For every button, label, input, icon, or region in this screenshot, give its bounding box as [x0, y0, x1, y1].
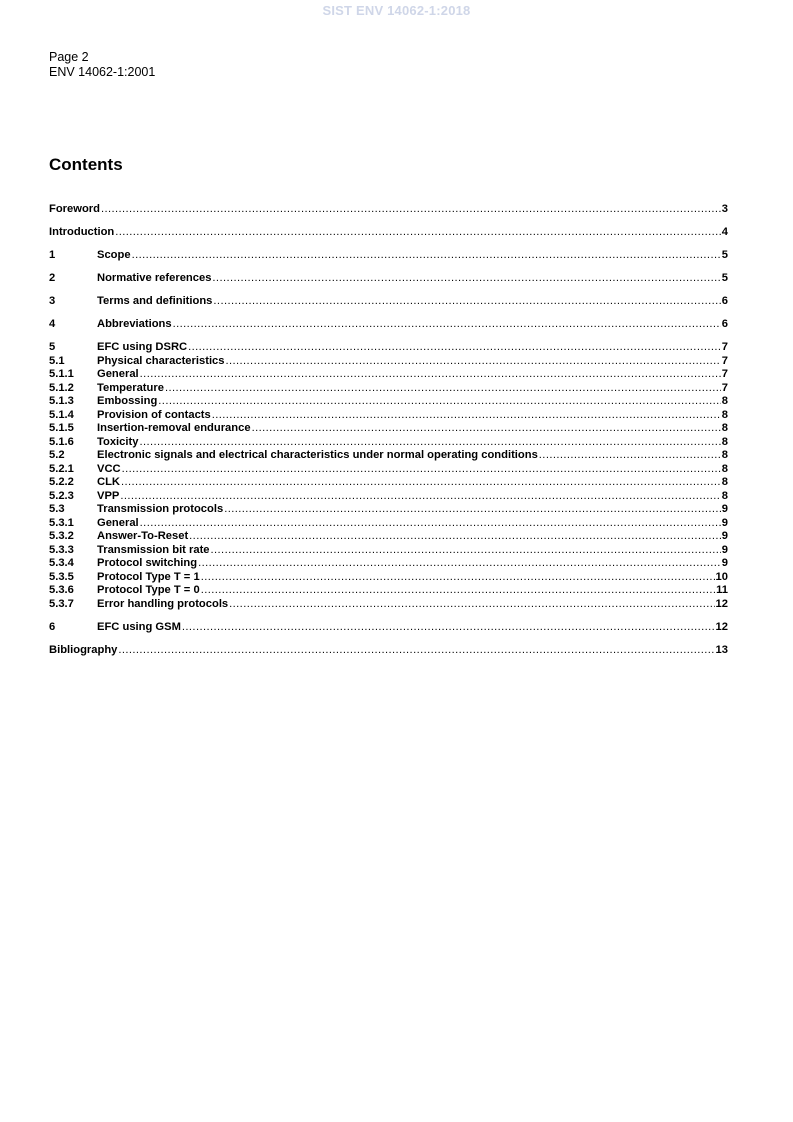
- toc-entry-number: 5: [49, 341, 56, 353]
- toc-dot-leader: [132, 249, 721, 261]
- toc-entry-page: 5: [721, 249, 728, 261]
- toc-entry[interactable]: [49, 341, 728, 355]
- toc-entry[interactable]: [49, 318, 728, 332]
- toc-entry[interactable]: [49, 490, 728, 504]
- toc-entry[interactable]: [49, 544, 728, 558]
- toc-entry-title: Introduction: [49, 226, 115, 238]
- toc-dot-leader: [188, 341, 721, 353]
- toc-dot-leader: [158, 395, 720, 407]
- toc-entry-page: 7: [721, 341, 728, 353]
- toc-entry-number: 5.3.2: [49, 530, 74, 542]
- toc-entry-page: 9: [721, 530, 728, 542]
- toc-entry-title: Abbreviations: [97, 318, 172, 330]
- toc-entry-page: 7: [721, 381, 728, 394]
- toc-entry-number: 5.3.7: [49, 597, 74, 610]
- toc-entry-page: 6: [721, 318, 728, 330]
- toc-entry[interactable]: [49, 557, 728, 571]
- toc-entry-page: 8: [721, 395, 728, 407]
- toc-dot-leader: [165, 382, 721, 394]
- toc-entry-number: 5.3: [49, 503, 65, 515]
- toc-entry-page: 12: [715, 597, 728, 610]
- toc-entry[interactable]: [49, 449, 728, 463]
- toc-dot-leader: [226, 355, 721, 367]
- toc-entry-title: Answer-To-Reset: [97, 530, 189, 542]
- toc-entry-number: 5.2.2: [49, 476, 74, 488]
- toc-entry-title: Embossing: [97, 395, 158, 407]
- toc-entry-page: 9: [721, 557, 728, 569]
- toc-entry-page: 6: [721, 295, 728, 307]
- toc-entry-page: 4: [721, 226, 728, 238]
- toc-entry[interactable]: [49, 249, 728, 263]
- toc-entry[interactable]: [49, 503, 728, 517]
- toc-entry-page: 7: [721, 368, 728, 380]
- document-id: ENV 14062-1:2001: [49, 65, 156, 79]
- toc-entry-number: 5.1.6: [49, 435, 74, 448]
- toc-entry[interactable]: [49, 463, 728, 477]
- toc-entry-title: Normative references: [97, 272, 212, 284]
- toc-entry[interactable]: [49, 395, 728, 409]
- toc-entry-number: 3: [49, 295, 56, 307]
- toc-entry-page: 9: [721, 503, 728, 515]
- toc-entry-number: 2: [49, 272, 56, 284]
- toc-dot-leader: [189, 530, 721, 542]
- toc-entry-number: 6: [49, 620, 56, 633]
- toc-entry-page: 9: [721, 543, 728, 556]
- toc-entry-page: 8: [721, 476, 728, 488]
- toc-entry-title: EFC using GSM: [97, 620, 181, 633]
- table-of-contents: [49, 203, 728, 657]
- toc-entry-title: Transmission protocols: [97, 503, 224, 515]
- page-number: Page 2: [49, 50, 89, 64]
- toc-entry[interactable]: [49, 203, 728, 217]
- watermark: SIST ENV 14062-1:2018: [322, 3, 471, 18]
- toc-entry-page: 9: [721, 516, 728, 529]
- toc-dot-leader: [101, 203, 721, 215]
- toc-entry-title: VPP: [97, 489, 120, 502]
- toc-dot-leader: [173, 318, 721, 330]
- toc-dot-leader: [201, 571, 715, 583]
- toc-entry-number: 5.2.3: [49, 489, 74, 502]
- toc-entry-title: Error handling protocols: [97, 597, 229, 610]
- toc-entry-page: 5: [721, 272, 728, 284]
- toc-entry[interactable]: [49, 226, 728, 240]
- toc-entry-page: 7: [721, 354, 728, 367]
- toc-entry-page: 8: [721, 435, 728, 448]
- toc-entry-page: 3: [721, 203, 728, 215]
- toc-entry[interactable]: [49, 530, 728, 544]
- toc-entry-number: 5.1: [49, 354, 65, 367]
- toc-entry-title: Electronic signals and electrical characteristics under normal operating conditions: [97, 449, 538, 461]
- toc-dot-leader: [224, 503, 721, 515]
- toc-entry-title: Scope: [97, 249, 131, 261]
- toc-entry[interactable]: [49, 436, 728, 450]
- toc-entry[interactable]: [49, 584, 728, 598]
- toc-entry-title: Provision of contacts: [97, 408, 211, 421]
- toc-entry-page: 8: [721, 462, 728, 475]
- toc-entry-title: Physical characteristics: [97, 354, 225, 367]
- toc-entry-number: 5.1.5: [49, 422, 74, 434]
- toc-dot-leader: [539, 449, 721, 461]
- toc-dot-leader: [140, 368, 721, 380]
- toc-entry-title: General: [97, 516, 139, 529]
- toc-entry-number: 5.3.5: [49, 570, 74, 583]
- toc-dot-leader: [201, 584, 715, 596]
- toc-entry[interactable]: [49, 422, 728, 436]
- toc-entry[interactable]: [49, 382, 728, 396]
- page-header: [49, 50, 155, 80]
- toc-entry-page: 13: [715, 643, 728, 656]
- toc-entry[interactable]: [49, 476, 728, 490]
- toc-entry-page: 11: [716, 584, 728, 596]
- toc-entry-number: 5.2.1: [49, 462, 74, 475]
- toc-entry-title: Insertion-removal endurance: [97, 422, 251, 434]
- toc-entry-page: 8: [721, 422, 728, 434]
- toc-dot-leader: [198, 557, 721, 569]
- toc-dot-leader: [139, 436, 720, 448]
- toc-entry-number: 1: [49, 249, 56, 261]
- toc-entry[interactable]: [49, 571, 728, 585]
- toc-entry-page: 8: [721, 408, 728, 421]
- toc-dot-leader: [118, 644, 714, 656]
- toc-entry-title: Protocol Type T = 0: [97, 584, 200, 596]
- toc-entry-title: Temperature: [97, 381, 164, 394]
- toc-entry-title: Foreword: [49, 203, 100, 215]
- toc-entry[interactable]: [49, 598, 728, 612]
- toc-entry-number: 5.1.1: [49, 368, 74, 380]
- toc-entry-number: 5.1.4: [49, 408, 74, 421]
- toc-entry-title: Terms and definitions: [97, 295, 213, 307]
- toc-entry-title: Protocol Type T = 1: [97, 570, 200, 583]
- toc-dot-leader: [212, 409, 721, 421]
- toc-entry-number: 5.3.4: [49, 557, 74, 569]
- toc-entry-title: Bibliography: [49, 643, 118, 656]
- toc-entry[interactable]: [49, 368, 728, 382]
- toc-entry-title: Toxicity: [97, 435, 139, 448]
- toc-entry[interactable]: [49, 517, 728, 531]
- toc-entry[interactable]: [49, 409, 728, 423]
- toc-entry-number: 5.1.3: [49, 395, 74, 407]
- toc-dot-leader: [252, 422, 721, 434]
- toc-entry-title: General: [97, 368, 139, 380]
- toc-dot-leader: [211, 544, 721, 556]
- toc-entry[interactable]: [49, 295, 728, 309]
- toc-dot-leader: [212, 272, 720, 284]
- toc-entry-number: 5.3.1: [49, 516, 74, 529]
- toc-dot-leader: [122, 463, 721, 475]
- toc-entry-title: EFC using DSRC: [97, 341, 188, 353]
- toc-entry[interactable]: [49, 355, 728, 369]
- toc-entry-number: 4: [49, 318, 56, 330]
- toc-dot-leader: [213, 295, 720, 307]
- toc-entry-title: CLK: [97, 476, 120, 488]
- toc-entry-number: 5.1.2: [49, 381, 74, 394]
- toc-entry-page: 8: [721, 449, 728, 461]
- toc-dot-leader: [182, 621, 715, 633]
- toc-dot-leader: [120, 490, 720, 502]
- toc-dot-leader: [115, 226, 721, 238]
- toc-entry-number: 5.3.3: [49, 543, 74, 556]
- toc-entry[interactable]: [49, 621, 728, 635]
- toc-dot-leader: [121, 476, 721, 488]
- toc-entry-page: 10: [715, 570, 728, 583]
- toc-entry-number: 5.2: [49, 449, 65, 461]
- toc-entry[interactable]: [49, 272, 728, 286]
- toc-entry-page: 12: [715, 620, 728, 633]
- toc-entry-title: Protocol switching: [97, 557, 198, 569]
- toc-entry-number: 5.3.6: [49, 584, 74, 596]
- toc-entry-title: VCC: [97, 462, 121, 475]
- contents-heading: Contents: [49, 155, 123, 174]
- toc-dot-leader: [229, 598, 714, 610]
- toc-entry[interactable]: [49, 644, 728, 658]
- toc-entry-title: Transmission bit rate: [97, 543, 210, 556]
- toc-dot-leader: [140, 517, 721, 529]
- toc-entry-page: 8: [721, 489, 728, 502]
